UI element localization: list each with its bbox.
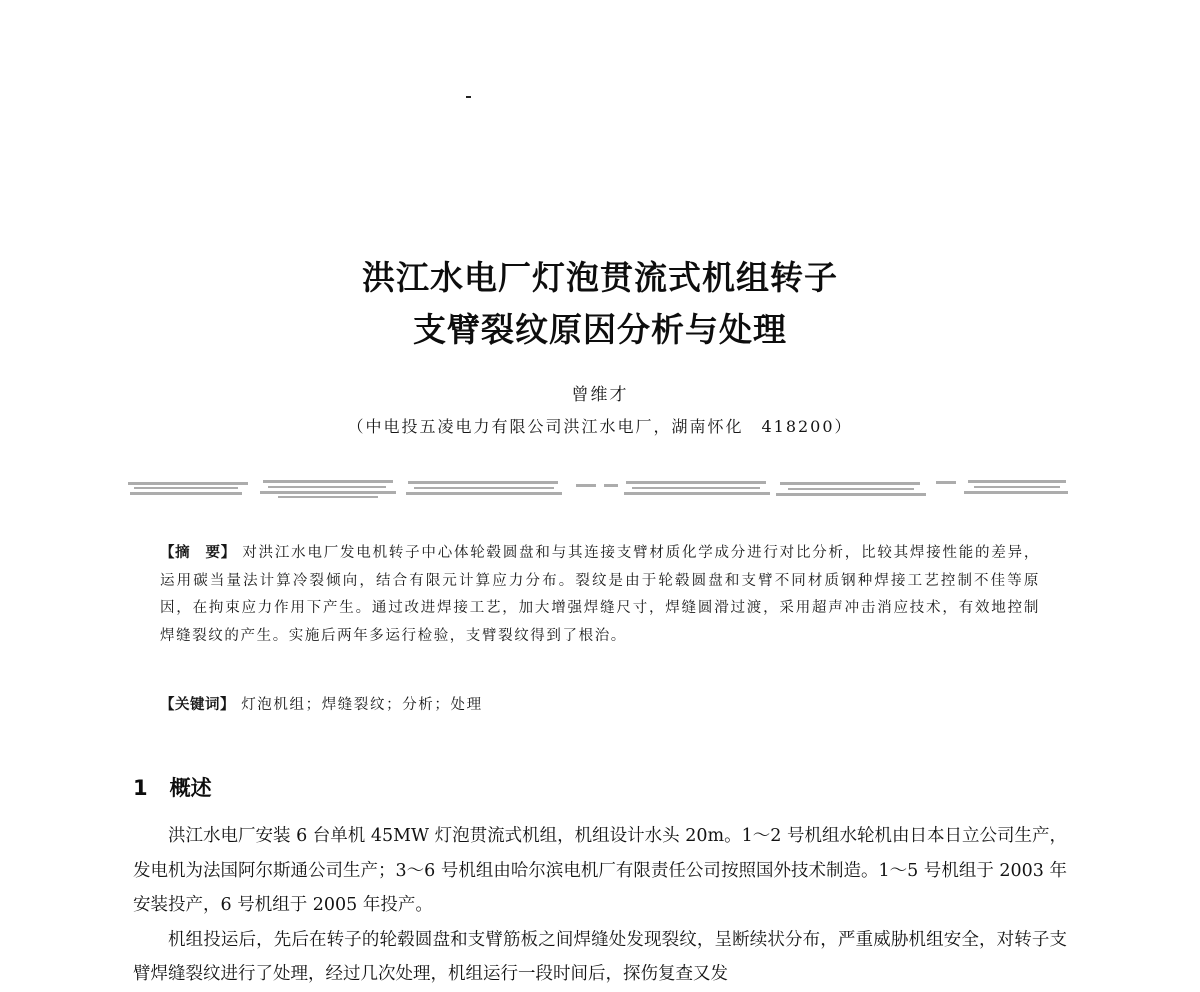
body-text <box>133 819 1067 992</box>
abstract <box>160 540 1040 650</box>
abstract-text: 对洪江水电厂发电机转子中心体轮毂圆盘和与其连接支臂材质化学成分进行对比分析，比较其焊接性能的差异，运用碳当量法计算冷裂倾向，结合有限元计算应力分布。裂纹是由于轮毂圆盘和支臂不同材质钢种焊接工艺控制不佳等原因，在拘束应力作用下产生。通过改进焊接工艺，加大增强焊缝尺寸，焊缝圆滑过渡，采用超声冲击消应技术，有效地控制焊缝裂纹的产生。实施后两年多运行检验，支臂裂纹得到了根治。 <box>160 545 1041 644</box>
author-name: 曾维才 <box>571 385 629 405</box>
paragraph-1: 洪江水电厂安装 6 台单机 45MW 灯泡贯流式机组，机组设计水头 20m。1～2 号机组水轮机由日本日立公司生产，发电机为法国阿尔斯通公司生产；3～6 号机组由哈尔滨电机厂有限责任公司按照国外技术制造。1～5 号机组于 2003 年安装投产，6 号机组于 2005 年投产。 <box>133 826 1067 915</box>
scan-artifact-dash <box>466 96 471 98</box>
keywords <box>160 692 1040 719</box>
abstract-label: 【摘 要】 <box>160 545 236 561</box>
keywords-text: 灯泡机组；焊缝裂纹；分析；处理 <box>235 697 483 713</box>
section-number: 1 <box>133 776 148 800</box>
section-heading <box>133 772 212 804</box>
paragraph-2: 机组投运后，先后在转子的轮毂圆盘和支臂筋板之间焊缝处发现裂纹，呈断续状分布，严重威胁机组安全，对转子支臂焊缝裂纹进行了处理，经过几次处理，机组运行一段时间后，探伤复查又发 <box>133 929 1067 984</box>
scan-noise-band <box>128 472 1068 502</box>
paper-title <box>0 252 1200 356</box>
section-title: 概述 <box>169 776 212 800</box>
keywords-label: 【关键词】 <box>160 697 235 713</box>
paper-title-line-2: 支臂裂纹原因分析与处理 <box>413 310 787 349</box>
author-affiliation: （中电投五凌电力有限公司洪江水电厂，湖南怀化 418200） <box>347 417 853 436</box>
paper-title-line-1: 洪江水电厂灯泡贯流式机组转子 <box>362 258 838 297</box>
